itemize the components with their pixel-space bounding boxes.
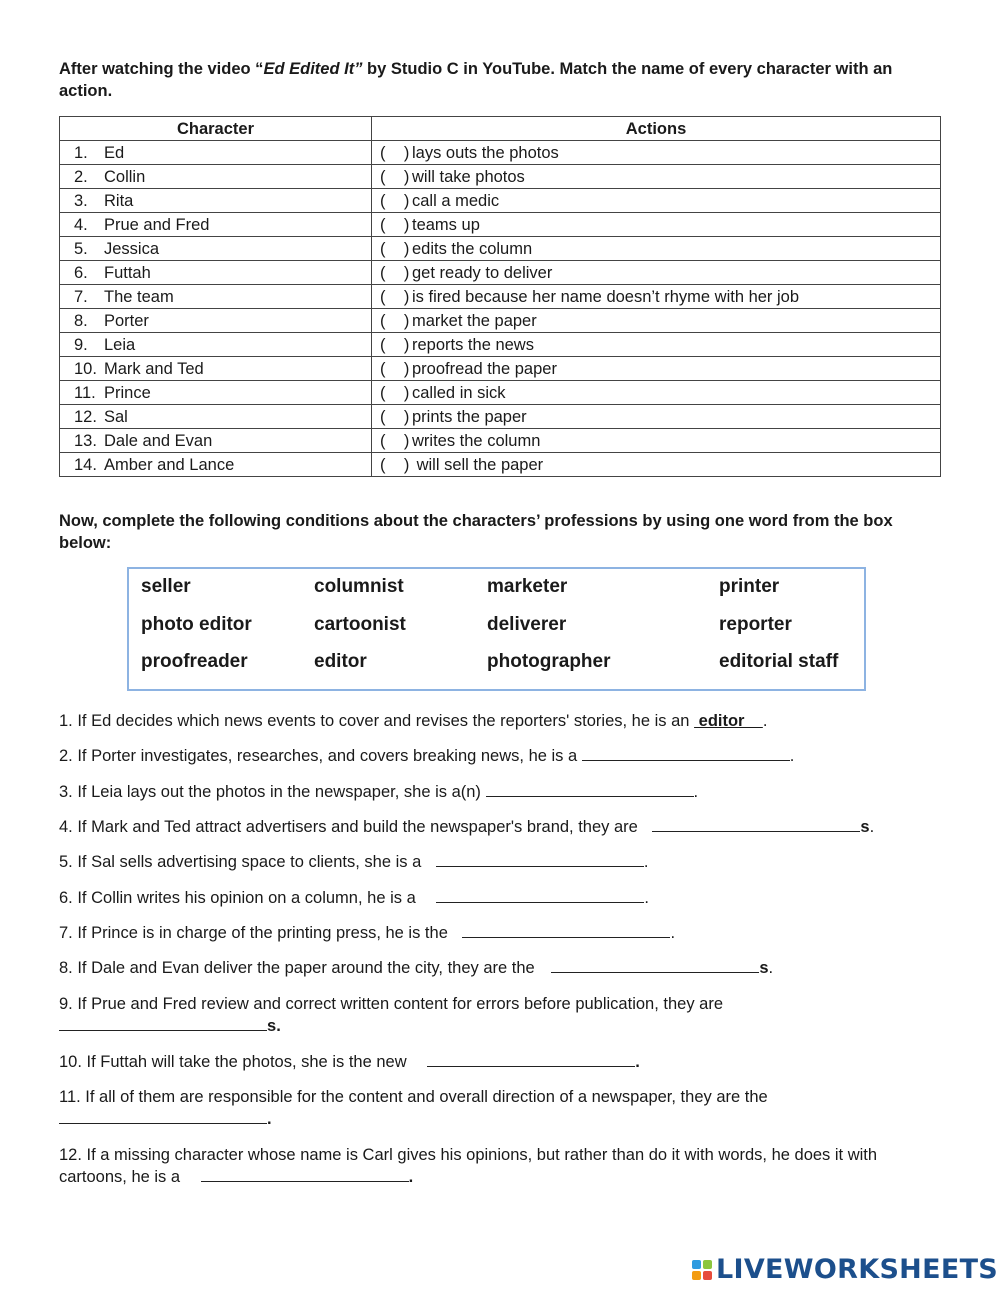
match-input[interactable]: ( ) [380, 191, 410, 210]
table-row [60, 237, 941, 261]
answer-blank-9[interactable] [59, 1015, 267, 1031]
question-3: 3. If Leia lays out the photos in the newspaper, she is a(n) . [59, 783, 699, 801]
answer-blank-2[interactable] [582, 745, 790, 761]
action-cell [372, 357, 941, 381]
match-input[interactable]: ( ) [380, 431, 410, 450]
video-title: Ed Edited It” [263, 60, 363, 78]
character-cell [60, 213, 372, 237]
action-cell [372, 405, 941, 429]
table-row [60, 429, 941, 453]
question-8: 8. If Dale and Evan deliver the paper around the city, they are the s. [59, 959, 774, 977]
word-photographer: photographer [487, 651, 611, 672]
action-text: get ready to deliver [412, 263, 553, 282]
header-character: Character [60, 117, 372, 141]
table-row [60, 333, 941, 357]
answer-blank-3[interactable] [486, 781, 694, 797]
match-input[interactable]: ( ) [380, 215, 410, 234]
action-cell [372, 261, 941, 285]
match-input[interactable]: ( ) [380, 335, 410, 354]
answer-1[interactable]: editor [694, 712, 763, 730]
table-row [60, 357, 941, 381]
character-cell [60, 285, 372, 309]
answer-blank-10[interactable] [427, 1051, 635, 1067]
action-cell [372, 141, 941, 165]
answer-blank-8[interactable] [551, 957, 759, 973]
row-number: 6. [74, 263, 88, 282]
action-text: will take photos [412, 167, 525, 186]
row-number: 11. [74, 383, 96, 402]
character-cell [60, 189, 372, 213]
table-row [60, 165, 941, 189]
action-text: teams up [412, 215, 480, 234]
action-cell [372, 213, 941, 237]
match-input[interactable]: ( ) [380, 455, 410, 474]
character-cell [60, 165, 372, 189]
character-name: Amber and Lance [104, 455, 235, 474]
row-number: 14. [74, 455, 97, 474]
character-cell [60, 333, 372, 357]
logo-block [703, 1260, 712, 1269]
question-2: 2. If Porter investigates, researches, and covers breaking news, he is a . [59, 747, 795, 765]
table-row [60, 453, 941, 477]
action-cell [372, 333, 941, 357]
answer-blank-5[interactable] [436, 851, 644, 867]
word-reporter: reporter [719, 614, 792, 635]
row-number: 8. [74, 311, 88, 330]
character-name: Mark and Ted [104, 359, 204, 378]
table-row [60, 381, 941, 405]
logo-text: LIVEWORKSHEETS [716, 1254, 999, 1285]
question-11: 11. If all of them are responsible for the content and overall direction of a newspaper, they are the . [59, 1088, 768, 1128]
row-number: 9. [74, 335, 88, 354]
character-cell [60, 405, 372, 429]
header-actions: Actions [372, 117, 941, 141]
action-text: edits the column [412, 239, 533, 258]
row-number: 5. [74, 239, 88, 258]
table-row [60, 189, 941, 213]
row-number: 13. [74, 431, 97, 450]
match-input[interactable]: ( ) [380, 263, 410, 282]
question-1: 1. If Ed decides which news events to cover and revises the reporters' stories, he is an editor . [59, 712, 768, 730]
character-name: Prue and Fred [104, 215, 210, 234]
table-row [60, 285, 941, 309]
row-number: 3. [74, 191, 88, 210]
action-cell [372, 429, 941, 453]
question-9: 9. If Prue and Fred review and correct written content for errors before publication, they are s. [59, 995, 723, 1035]
character-name: Dale and Evan [104, 431, 213, 450]
answer-blank-6[interactable] [436, 887, 644, 903]
action-cell [372, 285, 941, 309]
answer-blank-12[interactable] [201, 1166, 409, 1182]
character-cell [60, 357, 372, 381]
word-bank [127, 567, 866, 691]
action-text: called in sick [412, 383, 506, 402]
question-12: 12. If a missing character whose name is Carl gives his opinions, but rather than do it with words, he does it with cartoons, he is a . [59, 1146, 878, 1186]
table-row [60, 141, 941, 165]
match-input[interactable]: ( ) [380, 383, 410, 402]
row-number: 10. [74, 359, 97, 378]
match-input[interactable]: ( ) [380, 311, 410, 330]
character-cell [60, 453, 372, 477]
row-number: 12. [74, 407, 97, 426]
word-columnist: columnist [314, 576, 404, 597]
word-proofreader: proofreader [141, 651, 248, 672]
action-text: is fired because her name doesn’t rhyme with her job [412, 287, 800, 306]
action-cell [372, 165, 941, 189]
character-cell [60, 309, 372, 333]
match-input[interactable]: ( ) [380, 239, 410, 258]
action-text: market the paper [412, 311, 537, 330]
character-name: Ed [104, 143, 125, 162]
table-row [60, 213, 941, 237]
character-name: Futtah [104, 263, 151, 282]
word-deliverer: deliverer [487, 614, 567, 635]
logo-block [692, 1271, 701, 1280]
character-name: Porter [104, 311, 149, 330]
character-name: The team [104, 287, 174, 306]
row-number: 2. [74, 167, 88, 186]
question-6: 6. If Collin writes his opinion on a column, he is a . [59, 889, 649, 907]
logo-block [692, 1260, 701, 1269]
action-text: call a medic [412, 191, 500, 210]
liveworksheets-logo [692, 1255, 998, 1285]
word-editorial-staff: editorial staff [719, 651, 839, 672]
word-marketer: marketer [487, 576, 568, 597]
matching-table [59, 116, 941, 477]
match-input[interactable]: ( ) [380, 143, 410, 162]
question-4: 4. If Mark and Ted attract advertisers and build the newspaper's brand, they are s. [59, 818, 875, 836]
word-seller: seller [141, 576, 191, 597]
row-number: 1. [74, 143, 88, 162]
table-row [60, 261, 941, 285]
answer-blank-11[interactable] [59, 1108, 267, 1124]
character-name: Rita [104, 191, 134, 210]
character-cell [60, 429, 372, 453]
action-cell [372, 237, 941, 261]
action-text: will sell the paper [412, 455, 544, 474]
character-name: Leia [104, 335, 136, 354]
table-row [60, 309, 941, 333]
match-input[interactable]: ( ) [380, 167, 410, 186]
action-cell [372, 453, 941, 477]
character-name: Collin [104, 167, 146, 186]
instructions-part2: Now, complete the following conditions about the characters’ professions by using one word from the box below: [59, 512, 893, 552]
question-7: 7. If Prince is in charge of the printing press, he is the . [59, 924, 676, 942]
action-text: reports the news [412, 335, 534, 354]
action-cell [372, 189, 941, 213]
action-cell [372, 381, 941, 405]
character-name: Prince [104, 383, 151, 402]
character-name: Sal [104, 407, 128, 426]
instructions-part1: After watching the video “Ed Edited It” by Studio C in YouTube. Match the name of every character with an action. [59, 60, 893, 100]
logo-blocks-icon [692, 1260, 712, 1280]
character-cell [60, 261, 372, 285]
character-cell [60, 381, 372, 405]
row-number: 7. [74, 287, 88, 306]
action-cell [372, 309, 941, 333]
question-5: 5. If Sal sells advertising space to clients, she is a . [59, 853, 649, 871]
match-input[interactable]: ( ) [380, 359, 410, 378]
match-input[interactable]: ( ) [380, 287, 410, 306]
action-text: lays outs the photos [412, 143, 559, 162]
logo-block [703, 1271, 712, 1280]
action-text: writes the column [412, 431, 541, 450]
action-text: prints the paper [412, 407, 527, 426]
word-cartoonist: cartoonist [314, 614, 406, 635]
word-editor: editor [314, 651, 367, 672]
row-number: 4. [74, 215, 88, 234]
character-name: Jessica [104, 239, 160, 258]
action-text: proofread the paper [412, 359, 557, 378]
question-10: 10. If Futtah will take the photos, she is the new . [59, 1053, 640, 1071]
match-input[interactable]: ( ) [380, 407, 410, 426]
answer-blank-7[interactable] [462, 922, 670, 938]
table-row [60, 405, 941, 429]
word-photo-editor: photo editor [141, 614, 252, 635]
answer-blank-4[interactable] [652, 816, 860, 832]
character-cell [60, 237, 372, 261]
word-printer: printer [719, 576, 780, 597]
character-cell [60, 141, 372, 165]
